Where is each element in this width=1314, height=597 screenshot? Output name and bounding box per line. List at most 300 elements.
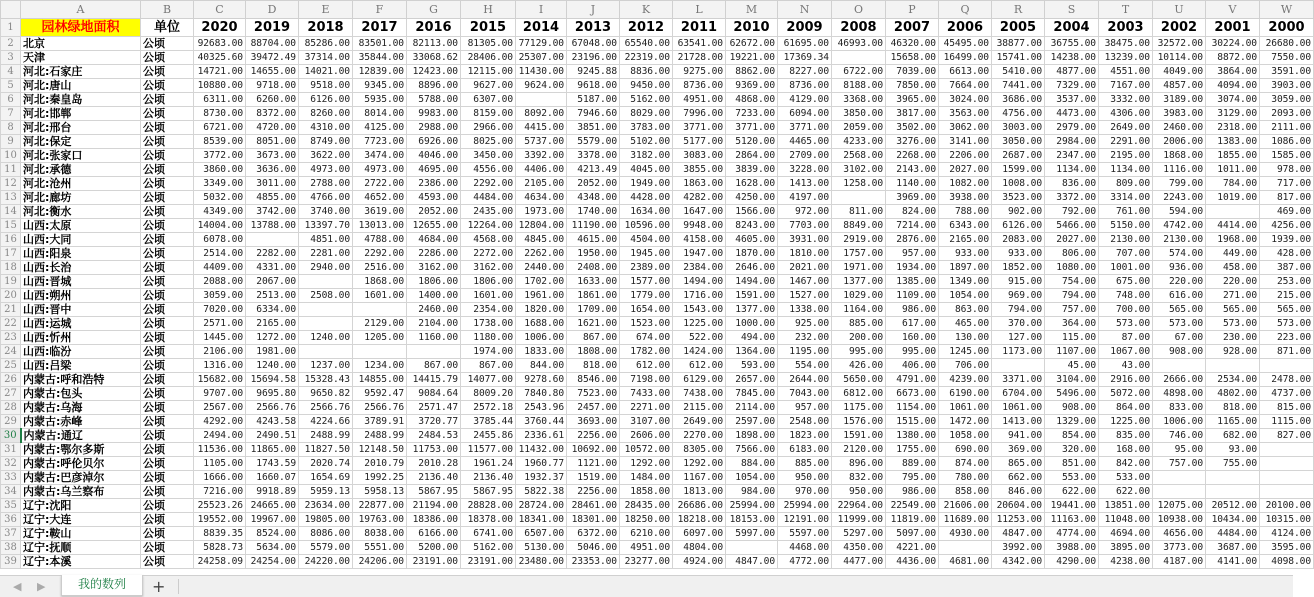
value-cell[interactable]: 7840.80 — [516, 387, 567, 401]
value-cell[interactable]: 3314.00 — [1099, 191, 1153, 205]
value-cell[interactable]: 12839.00 — [353, 65, 407, 79]
value-cell[interactable]: 933.00 — [992, 247, 1045, 261]
value-cell[interactable]: 2256.00 — [567, 429, 620, 443]
value-cell[interactable]: 1109.00 — [886, 289, 939, 303]
value-cell[interactable]: 406.00 — [886, 359, 939, 373]
value-cell[interactable]: 1175.00 — [832, 401, 886, 415]
value-cell[interactable]: 622.00 — [1045, 485, 1099, 499]
value-cell[interactable]: 6722.00 — [832, 65, 886, 79]
value-cell[interactable]: 11999.00 — [832, 513, 886, 527]
value-cell[interactable]: 87.00 — [1099, 331, 1153, 345]
value-cell[interactable]: 364.00 — [1045, 317, 1099, 331]
value-cell[interactable]: 3523.00 — [992, 191, 1045, 205]
value-cell[interactable]: 370.00 — [992, 317, 1045, 331]
value-cell[interactable]: 4233.00 — [832, 135, 886, 149]
value-cell[interactable]: 3059.00 — [194, 289, 246, 303]
value-cell[interactable]: 5828.73 — [194, 541, 246, 555]
column-header-I[interactable]: I — [516, 1, 567, 19]
value-cell[interactable]: 4694.00 — [1099, 527, 1153, 541]
value-cell[interactable]: 3104.00 — [1045, 373, 1099, 387]
unit-cell[interactable]: 公顷 — [141, 275, 194, 289]
value-cell[interactable]: 553.00 — [1045, 471, 1099, 485]
value-cell[interactable]: 8749.00 — [299, 135, 353, 149]
value-cell[interactable]: 2606.00 — [620, 429, 673, 443]
column-header-R[interactable]: R — [992, 1, 1045, 19]
value-cell[interactable]: 6307.00 — [461, 93, 516, 107]
value-cell[interactable]: 1107.00 — [1045, 345, 1099, 359]
value-cell[interactable]: 426.00 — [832, 359, 886, 373]
value-cell[interactable]: 3740.00 — [299, 205, 353, 219]
value-cell[interactable]: 12148.50 — [353, 443, 407, 457]
value-cell[interactable]: 63541.00 — [673, 37, 726, 51]
value-cell[interactable] — [299, 275, 353, 289]
value-cell[interactable]: 5130.00 — [516, 541, 567, 555]
region-cell[interactable]: 河北:张家口 — [21, 149, 141, 163]
value-cell[interactable]: 14238.00 — [1045, 51, 1099, 65]
value-cell[interactable]: 3760.44 — [516, 415, 567, 429]
value-cell[interactable]: 3228.00 — [778, 163, 832, 177]
row-number[interactable]: 20 — [1, 289, 21, 303]
value-cell[interactable]: 4409.00 — [194, 261, 246, 275]
region-cell[interactable]: 内蒙古:巴彦淖尔 — [21, 471, 141, 485]
value-cell[interactable]: 1515.00 — [886, 415, 939, 429]
value-cell[interactable]: 1855.00 — [1206, 149, 1260, 163]
value-cell[interactable]: 1949.00 — [620, 177, 673, 191]
region-cell[interactable]: 河北:衡水 — [21, 205, 141, 219]
value-cell[interactable]: 45495.00 — [939, 37, 992, 51]
value-cell[interactable]: 4924.00 — [673, 555, 726, 569]
value-cell[interactable]: 1654.00 — [620, 303, 673, 317]
value-cell[interactable]: 6311.00 — [194, 93, 246, 107]
value-cell[interactable]: 1740.00 — [567, 205, 620, 219]
value-cell[interactable]: 18341.00 — [516, 513, 567, 527]
value-cell[interactable]: 46320.00 — [886, 37, 939, 51]
value-cell[interactable]: 13239.00 — [1099, 51, 1153, 65]
value-cell[interactable]: 1494.00 — [673, 275, 726, 289]
value-cell[interactable]: 1019.00 — [1206, 191, 1260, 205]
value-cell[interactable]: 2206.00 — [939, 149, 992, 163]
value-cell[interactable]: 20100.00 — [1260, 499, 1314, 513]
value-cell[interactable]: 6260.00 — [246, 93, 299, 107]
value-cell[interactable]: 11432.00 — [516, 443, 567, 457]
value-cell[interactable]: 25307.00 — [516, 51, 567, 65]
value-cell[interactable]: 10692.00 — [567, 443, 620, 457]
value-cell[interactable]: 1599.00 — [992, 163, 1045, 177]
value-cell[interactable]: 6926.00 — [407, 135, 461, 149]
value-cell[interactable]: 2165.00 — [939, 233, 992, 247]
value-cell[interactable]: 6673.00 — [886, 387, 939, 401]
value-cell[interactable]: 902.00 — [992, 205, 1045, 219]
row-number[interactable]: 26 — [1, 373, 21, 387]
value-cell[interactable]: 3673.00 — [246, 149, 299, 163]
value-cell[interactable]: 4331.00 — [246, 261, 299, 275]
value-cell[interactable]: 1861.00 — [567, 289, 620, 303]
value-cell[interactable]: 2566.76 — [299, 401, 353, 415]
row-number[interactable]: 5 — [1, 79, 21, 93]
value-cell[interactable]: 3686.00 — [992, 93, 1045, 107]
value-cell[interactable]: 1154.00 — [886, 401, 939, 415]
value-cell[interactable]: 1006.00 — [516, 331, 567, 345]
value-cell[interactable]: 858.00 — [939, 485, 992, 499]
value-cell[interactable] — [1260, 485, 1314, 499]
value-cell[interactable]: 6704.00 — [992, 387, 1045, 401]
value-cell[interactable]: 2136.40 — [461, 471, 516, 485]
value-cell[interactable]: 2460.00 — [1153, 121, 1206, 135]
value-cell[interactable]: 3817.00 — [886, 107, 939, 121]
value-cell[interactable]: 9275.00 — [673, 65, 726, 79]
value-cell[interactable]: 3687.00 — [1206, 541, 1260, 555]
value-cell[interactable]: 757.00 — [1153, 457, 1206, 471]
value-cell[interactable]: 3141.00 — [939, 135, 992, 149]
value-cell[interactable]: 835.00 — [1099, 429, 1153, 443]
value-cell[interactable]: 15658.00 — [886, 51, 939, 65]
value-cell[interactable]: 10880.00 — [194, 79, 246, 93]
value-cell[interactable]: 223.00 — [1260, 331, 1314, 345]
value-cell[interactable]: 6190.00 — [939, 387, 992, 401]
region-cell[interactable]: 山西:忻州 — [21, 331, 141, 345]
region-cell[interactable]: 辽宁:本溪 — [21, 555, 141, 569]
value-cell[interactable]: 5634.00 — [246, 541, 299, 555]
value-cell[interactable]: 565.00 — [1206, 303, 1260, 317]
value-cell[interactable]: 748.00 — [1099, 289, 1153, 303]
value-cell[interactable]: 19552.00 — [194, 513, 246, 527]
value-cell[interactable]: 2568.00 — [832, 149, 886, 163]
value-cell[interactable]: 9918.89 — [246, 485, 299, 499]
value-cell[interactable]: 1806.00 — [407, 275, 461, 289]
value-cell[interactable]: 200.00 — [832, 331, 886, 345]
value-cell[interactable]: 1973.00 — [516, 205, 567, 219]
year-header[interactable]: 2004 — [1045, 19, 1099, 37]
value-cell[interactable]: 1870.00 — [726, 247, 778, 261]
value-cell[interactable]: 5959.13 — [299, 485, 353, 499]
column-header-O[interactable]: O — [832, 1, 886, 19]
column-header-E[interactable]: E — [299, 1, 353, 19]
row-number[interactable]: 34 — [1, 485, 21, 499]
value-cell[interactable]: 8014.00 — [353, 107, 407, 121]
value-cell[interactable]: 3372.00 — [1045, 191, 1099, 205]
value-cell[interactable]: 1897.00 — [939, 261, 992, 275]
value-cell[interactable]: 995.00 — [886, 345, 939, 359]
value-cell[interactable]: 5551.00 — [353, 541, 407, 555]
column-header-P[interactable]: P — [886, 1, 939, 19]
value-cell[interactable]: 13788.00 — [246, 219, 299, 233]
value-cell[interactable]: 817.00 — [1260, 191, 1314, 205]
value-cell[interactable]: 6372.00 — [567, 527, 620, 541]
value-cell[interactable]: 8372.00 — [246, 107, 299, 121]
value-cell[interactable]: 1364.00 — [726, 345, 778, 359]
year-header[interactable]: 2019 — [246, 19, 299, 37]
value-cell[interactable]: 19441.00 — [1045, 499, 1099, 513]
value-cell[interactable]: 12075.00 — [1153, 499, 1206, 513]
row-number[interactable]: 4 — [1, 65, 21, 79]
year-header[interactable]: 2001 — [1206, 19, 1260, 37]
value-cell[interactable]: 2105.00 — [516, 177, 567, 191]
value-cell[interactable]: 1377.00 — [726, 303, 778, 317]
value-cell[interactable]: 6078.00 — [194, 233, 246, 247]
column-header-M[interactable]: M — [726, 1, 778, 19]
value-cell[interactable]: 8227.00 — [778, 65, 832, 79]
value-cell[interactable]: 1140.00 — [886, 177, 939, 191]
value-cell[interactable]: 757.00 — [1045, 303, 1099, 317]
value-cell[interactable]: 1413.00 — [778, 177, 832, 191]
value-cell[interactable]: 1225.00 — [1099, 415, 1153, 429]
value-cell[interactable]: 3938.00 — [939, 191, 992, 205]
value-cell[interactable]: 24220.00 — [299, 555, 353, 569]
value-cell[interactable]: 3771.00 — [778, 121, 832, 135]
value-cell[interactable]: 1008.00 — [992, 177, 1045, 191]
value-cell[interactable]: 1945.00 — [620, 247, 673, 261]
row-number[interactable]: 2 — [1, 37, 21, 51]
value-cell[interactable]: 2508.00 — [299, 289, 353, 303]
value-cell[interactable]: 65540.00 — [620, 37, 673, 51]
value-cell[interactable]: 11865.00 — [246, 443, 299, 457]
value-cell[interactable]: 22319.00 — [620, 51, 673, 65]
value-cell[interactable]: 2354.00 — [461, 303, 516, 317]
value-cell[interactable]: 3850.00 — [832, 107, 886, 121]
region-cell[interactable]: 山西:长治 — [21, 261, 141, 275]
value-cell[interactable]: 3450.00 — [461, 149, 516, 163]
value-cell[interactable]: 83501.00 — [353, 37, 407, 51]
value-cell[interactable]: 867.00 — [461, 359, 516, 373]
value-cell[interactable]: 3162.00 — [407, 261, 461, 275]
value-cell[interactable]: 2010.79 — [353, 457, 407, 471]
region-cell[interactable]: 山西:朔州 — [21, 289, 141, 303]
value-cell[interactable]: 23634.00 — [299, 499, 353, 513]
value-cell[interactable] — [1260, 443, 1314, 457]
value-cell[interactable]: 1383.00 — [1206, 135, 1260, 149]
unit-cell[interactable]: 公顷 — [141, 247, 194, 261]
value-cell[interactable]: 1868.00 — [1153, 149, 1206, 163]
value-cell[interactable]: 2336.61 — [516, 429, 567, 443]
value-cell[interactable]: 15741.00 — [992, 51, 1045, 65]
value-cell[interactable]: 573.00 — [1260, 317, 1314, 331]
value-cell[interactable]: 8539.00 — [194, 135, 246, 149]
value-cell[interactable]: 7845.00 — [726, 387, 778, 401]
value-cell[interactable]: 2020.74 — [299, 457, 353, 471]
unit-cell[interactable]: 公顷 — [141, 37, 194, 51]
value-cell[interactable]: 7946.60 — [567, 107, 620, 121]
region-cell[interactable]: 河北:邯郸 — [21, 107, 141, 121]
value-cell[interactable]: 8836.00 — [620, 65, 673, 79]
unit-cell[interactable]: 公顷 — [141, 65, 194, 79]
value-cell[interactable]: 2666.00 — [1153, 373, 1206, 387]
row-number[interactable]: 28 — [1, 401, 21, 415]
column-header-N[interactable]: N — [778, 1, 832, 19]
value-cell[interactable]: 19805.00 — [299, 513, 353, 527]
value-cell[interactable]: 4851.00 — [299, 233, 353, 247]
value-cell[interactable]: 9369.00 — [726, 79, 778, 93]
value-cell[interactable]: 18386.00 — [407, 513, 461, 527]
value-cell[interactable]: 1950.00 — [567, 247, 620, 261]
row-number[interactable]: 15 — [1, 219, 21, 233]
region-cell[interactable]: 河北:保定 — [21, 135, 141, 149]
value-cell[interactable]: 833.00 — [1153, 401, 1206, 415]
row-number[interactable]: 32 — [1, 457, 21, 471]
row-number[interactable]: 9 — [1, 135, 21, 149]
value-cell[interactable]: 908.00 — [1153, 345, 1206, 359]
value-cell[interactable]: 11819.00 — [886, 513, 939, 527]
value-cell[interactable]: 2386.00 — [407, 177, 461, 191]
value-cell[interactable]: 4742.00 — [1153, 219, 1206, 233]
value-cell[interactable]: 8243.00 — [726, 219, 778, 233]
value-cell[interactable]: 5200.00 — [407, 541, 461, 555]
value-cell[interactable]: 978.00 — [1260, 163, 1314, 177]
value-cell[interactable]: 690.00 — [939, 443, 992, 457]
value-cell[interactable]: 67.00 — [1153, 331, 1206, 345]
column-header-H[interactable]: H — [461, 1, 516, 19]
value-cell[interactable]: 809.00 — [1099, 177, 1153, 191]
value-cell[interactable]: 2143.00 — [886, 163, 939, 177]
value-cell[interactable]: 8092.00 — [516, 107, 567, 121]
value-cell[interactable]: 593.00 — [726, 359, 778, 373]
value-cell[interactable]: 1116.00 — [1153, 163, 1206, 177]
value-cell[interactable]: 23480.00 — [516, 555, 567, 569]
value-cell[interactable]: 995.00 — [832, 345, 886, 359]
region-cell[interactable]: 内蒙古:乌兰察布 — [21, 485, 141, 499]
value-cell[interactable]: 1167.00 — [673, 471, 726, 485]
value-cell[interactable]: 10315.00 — [1260, 513, 1314, 527]
value-cell[interactable]: 1240.00 — [246, 359, 299, 373]
value-cell[interactable]: 5150.00 — [1099, 219, 1153, 233]
value-cell[interactable]: 2268.00 — [886, 149, 939, 163]
value-cell[interactable]: 449.00 — [1206, 247, 1260, 261]
row-number[interactable]: 23 — [1, 331, 21, 345]
value-cell[interactable]: 2566.76 — [353, 401, 407, 415]
value-cell[interactable]: 9084.64 — [407, 387, 461, 401]
region-cell[interactable]: 河北:石家庄 — [21, 65, 141, 79]
value-cell[interactable]: 271.00 — [1206, 289, 1260, 303]
value-cell[interactable]: 1779.00 — [620, 289, 673, 303]
region-cell[interactable]: 辽宁:鞍山 — [21, 527, 141, 541]
region-cell[interactable]: 内蒙古:通辽 — [21, 429, 141, 443]
row-number[interactable]: 18 — [1, 261, 21, 275]
year-header[interactable]: 2002 — [1153, 19, 1206, 37]
value-cell[interactable]: 9278.60 — [516, 373, 567, 387]
value-cell[interactable]: 1806.00 — [461, 275, 516, 289]
value-cell[interactable]: 3182.00 — [620, 149, 673, 163]
value-cell[interactable]: 67048.00 — [567, 37, 620, 51]
value-cell[interactable]: 5496.00 — [1045, 387, 1099, 401]
value-cell[interactable]: 2657.00 — [726, 373, 778, 387]
value-cell[interactable]: 1349.00 — [939, 275, 992, 289]
region-cell[interactable]: 河北:秦皇岛 — [21, 93, 141, 107]
value-cell[interactable]: 4349.00 — [194, 205, 246, 219]
value-cell[interactable]: 799.00 — [1153, 177, 1206, 191]
value-cell[interactable]: 22964.00 — [832, 499, 886, 513]
value-cell[interactable]: 2052.00 — [567, 177, 620, 191]
value-cell[interactable]: 969.00 — [992, 289, 1045, 303]
value-cell[interactable]: 4756.00 — [992, 107, 1045, 121]
value-cell[interactable]: 13397.70 — [299, 219, 353, 233]
value-cell[interactable]: 3636.00 — [246, 163, 299, 177]
value-cell[interactable]: 8086.00 — [299, 527, 353, 541]
value-cell[interactable]: 7433.00 — [620, 387, 673, 401]
value-cell[interactable]: 10572.00 — [620, 443, 673, 457]
value-cell[interactable]: 4802.00 — [1206, 387, 1260, 401]
value-cell[interactable]: 3903.00 — [1260, 79, 1314, 93]
value-cell[interactable]: 81305.00 — [461, 37, 516, 51]
column-header-V[interactable]: V — [1206, 1, 1260, 19]
value-cell[interactable]: 2243.00 — [1153, 191, 1206, 205]
value-cell[interactable]: 5120.00 — [726, 135, 778, 149]
value-cell[interactable]: 12191.00 — [778, 513, 832, 527]
year-header[interactable]: 2014 — [516, 19, 567, 37]
value-cell[interactable]: 5102.00 — [620, 135, 673, 149]
value-cell[interactable]: 3931.00 — [778, 233, 832, 247]
value-cell[interactable]: 867.00 — [407, 359, 461, 373]
value-cell[interactable]: 24665.00 — [246, 499, 299, 513]
value-cell[interactable]: 4213.49 — [567, 163, 620, 177]
value-cell[interactable]: 5162.00 — [461, 541, 516, 555]
value-cell[interactable]: 387.00 — [1260, 261, 1314, 275]
unit-cell[interactable]: 公顷 — [141, 79, 194, 93]
value-cell[interactable]: 25523.26 — [194, 499, 246, 513]
value-cell[interactable]: 20512.00 — [1206, 499, 1260, 513]
value-cell[interactable]: 950.00 — [778, 471, 832, 485]
value-cell[interactable]: 2130.00 — [1153, 233, 1206, 247]
value-cell[interactable]: 8025.00 — [461, 135, 516, 149]
unit-cell[interactable]: 公顷 — [141, 135, 194, 149]
value-cell[interactable]: 4098.00 — [1260, 555, 1314, 569]
value-cell[interactable]: 5187.00 — [567, 93, 620, 107]
value-cell[interactable]: 4224.66 — [299, 415, 353, 429]
value-cell[interactable]: 2286.00 — [407, 247, 461, 261]
value-cell[interactable]: 1240.00 — [299, 331, 353, 345]
unit-cell[interactable]: 公顷 — [141, 555, 194, 569]
value-cell[interactable]: 1743.59 — [246, 457, 299, 471]
value-cell[interactable] — [1206, 485, 1260, 499]
unit-cell[interactable]: 公顷 — [141, 401, 194, 415]
value-cell[interactable]: 7566.00 — [726, 443, 778, 457]
value-cell[interactable]: 18153.00 — [726, 513, 778, 527]
value-cell[interactable]: 3102.00 — [832, 163, 886, 177]
value-cell[interactable]: 915.00 — [992, 275, 1045, 289]
value-cell[interactable]: 2709.00 — [778, 149, 832, 163]
unit-cell[interactable]: 公顷 — [141, 415, 194, 429]
value-cell[interactable]: 5788.00 — [407, 93, 461, 107]
value-cell[interactable]: 2281.00 — [299, 247, 353, 261]
column-header-J[interactable]: J — [567, 1, 620, 19]
value-cell[interactable]: 2919.00 — [832, 233, 886, 247]
value-cell[interactable]: 130.00 — [939, 331, 992, 345]
row-number[interactable]: 30 — [1, 429, 21, 443]
year-header[interactable]: 2009 — [778, 19, 832, 37]
row-number[interactable]: 8 — [1, 121, 21, 135]
value-cell[interactable] — [939, 541, 992, 555]
value-cell[interactable]: 23191.00 — [461, 555, 516, 569]
region-cell[interactable]: 北京 — [21, 37, 141, 51]
value-cell[interactable]: 1810.00 — [778, 247, 832, 261]
value-cell[interactable]: 4855.00 — [246, 191, 299, 205]
value-cell[interactable]: 11753.00 — [407, 443, 461, 457]
value-cell[interactable]: 794.00 — [1045, 289, 1099, 303]
value-cell[interactable]: 5867.95 — [461, 485, 516, 499]
value-cell[interactable]: 8862.00 — [726, 65, 778, 79]
value-cell[interactable]: 4415.00 — [516, 121, 567, 135]
value-cell[interactable]: 2093.00 — [1260, 107, 1314, 121]
region-cell[interactable]: 内蒙古:呼伦贝尔 — [21, 457, 141, 471]
value-cell[interactable]: 1195.00 — [778, 345, 832, 359]
value-cell[interactable]: 428.00 — [1260, 247, 1314, 261]
value-cell[interactable]: 755.00 — [1206, 457, 1260, 471]
value-cell[interactable]: 1961.24 — [461, 457, 516, 471]
value-cell[interactable]: 794.00 — [992, 303, 1045, 317]
value-cell[interactable]: 844.00 — [516, 359, 567, 373]
value-cell[interactable]: 127.00 — [992, 331, 1045, 345]
value-cell[interactable]: 842.00 — [1099, 457, 1153, 471]
value-cell[interactable]: 4593.00 — [407, 191, 461, 205]
row-number[interactable]: 22 — [1, 317, 21, 331]
